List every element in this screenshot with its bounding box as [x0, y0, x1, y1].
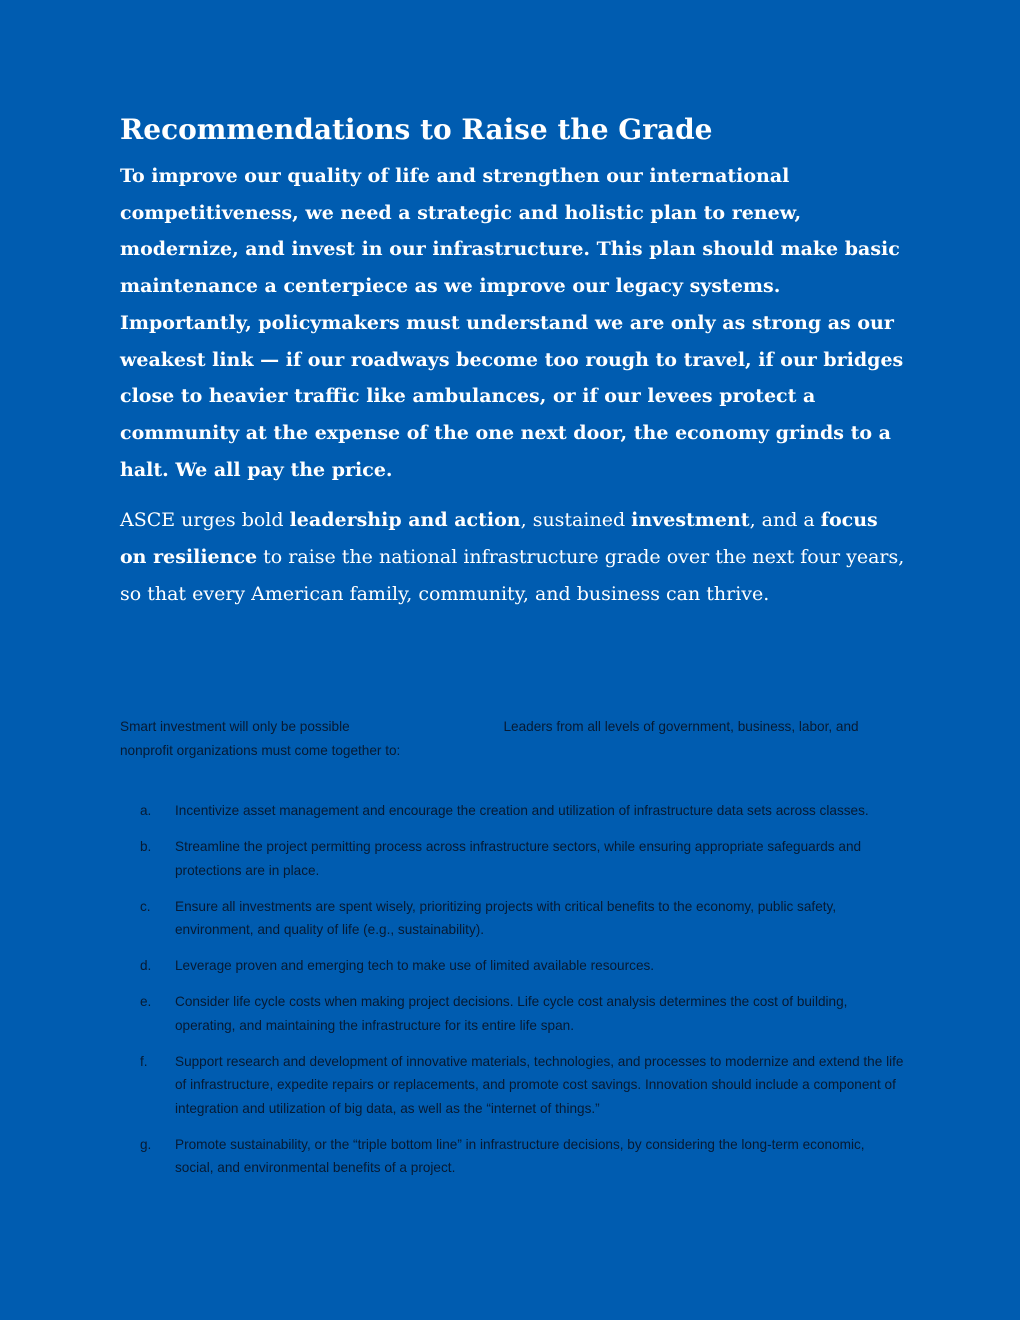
call-emphasis-investment: investment [631, 509, 750, 531]
recommendation-item [120, 835, 905, 882]
item-text: Leverage proven and emerging tech to make use of limited available resources. [175, 958, 655, 973]
recommendation-item [120, 799, 905, 823]
item-text: Streamline the project permitting process across infrastructure sectors, while ensuring appropriate safeguards and protections are in place. [175, 839, 862, 878]
call-text-1: ASCE urges bold [120, 509, 290, 531]
investment-body: Leaders from all levels of government, business, labor, and nonprofit organizations must come together to: [120, 719, 859, 758]
investment-lead: Smart investment will only be possible [120, 719, 350, 734]
item-marker: f. [140, 1053, 148, 1069]
recommendation-item [120, 1050, 905, 1121]
item-marker: a. [140, 803, 152, 818]
call-text-3: , and a [749, 509, 821, 531]
item-text: Support research and development of innovative materials, technologies, and processes to modernize and extend the life of infrastructure, expedite repairs or replacements, and promote cost savings. Innovation should include a component of integration and utilization of big data, as well as the “internet of things.” [175, 1053, 904, 1116]
item-marker: e. [140, 994, 152, 1009]
page-title: Recommendations to Raise the Grade [120, 113, 713, 146]
recommendations-list [120, 799, 905, 1192]
call-to-action-paragraph [120, 502, 910, 613]
item-text: Ensure all investments are spent wisely, prioritizing projects with critical benefits to the economy, public safety, environment, and quality of life (e.g., sustainability). [175, 898, 837, 937]
call-emphasis-resilience: focus on resilience [120, 509, 878, 568]
item-text: Consider life cycle costs when making project decisions. Life cycle cost analysis determines the cost of building, operating, and maintaining the infrastructure for its entire life span. [175, 994, 848, 1033]
call-text-4: to raise the national infrastructure grade over the next four years, so that every American family, community, and business can thrive. [120, 546, 905, 605]
item-text: Promote sustainability, or the “triple bottom line” in infrastructure decisions, by considering the long-term economic, social, and environmental benefits of a project. [175, 1136, 865, 1175]
call-emphasis-leadership: leadership and action [289, 509, 521, 531]
intro-paragraph: To improve our quality of life and strengthen our international competitiveness, we need a strategic and holistic plan to renew, modernize, and invest in our infrastructure. This plan should make basic maintenance a centerpiece as we improve our legacy systems. Importantly, policymakers must understand we are only as strong as our weakest link — if our roadways become too rough to travel, if our bridges close to heavier traffic like ambulances, or if our levees protect a community at the expense of the one next door, the economy grinds to a halt. We all pay the price. [120, 165, 904, 481]
call-text-2: , sustained [520, 509, 632, 531]
recommendation-item [120, 990, 905, 1037]
item-marker: d. [140, 958, 152, 973]
item-marker: c. [140, 898, 151, 914]
investment-paragraph [120, 715, 905, 762]
item-text: Incentivize asset management and encourage the creation and utilization of infrastructure data sets across classes. [175, 803, 869, 818]
recommendation-item [120, 895, 905, 942]
item-marker: g. [140, 1136, 152, 1152]
item-marker: b. [140, 839, 152, 854]
recommendation-item [120, 954, 905, 978]
recommendation-item [120, 1133, 905, 1180]
